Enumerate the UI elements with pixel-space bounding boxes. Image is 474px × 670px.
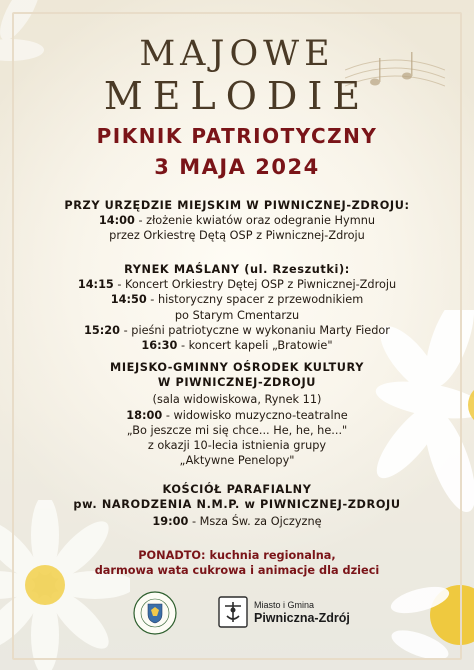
sponsor-logos bbox=[0, 590, 474, 640]
section-heading: KOŚCIÓŁ PARAFIALNY bbox=[162, 483, 312, 496]
event-line-cont: „Bo jeszcze mi się chce... He, he, he..." bbox=[126, 423, 348, 437]
town-name bbox=[254, 600, 350, 625]
event-text: - widowisko muzyczno-teatralne bbox=[162, 408, 348, 422]
section-heading: MIEJSKO-GMINNY OŚRODEK KULTURY bbox=[109, 361, 364, 374]
section-heading: PRZY URZĘDZIE MIEJSKIM W PIWNICZNEJ-ZDROJU: bbox=[64, 199, 410, 212]
section-mgok bbox=[0, 360, 474, 468]
section-heading-2: pw. NARODZENIA N.M.P. w PIWNICZNEJ-ZDROJU bbox=[73, 498, 401, 512]
section-urzad bbox=[0, 198, 474, 244]
piwniczna-coat-of-arms-icon bbox=[218, 596, 248, 628]
event-line bbox=[0, 292, 474, 307]
event-line-cont: przez Orkiestrę Dętą OSP z Piwnicznej-Zdroju bbox=[109, 229, 365, 243]
event-time: 14:50 bbox=[110, 293, 147, 307]
event-time: 19:00 bbox=[152, 515, 189, 529]
event-line bbox=[0, 408, 474, 423]
mgok-logo-icon bbox=[132, 590, 178, 636]
footer-extras bbox=[0, 548, 474, 578]
event-text: - złożenie kwiatów oraz odegranie Hymnu bbox=[134, 214, 376, 228]
event-line-cont: z okazji 10-lecia istnienia grupy bbox=[147, 439, 327, 453]
event-text: - koncert kapeli „Bratowie" bbox=[177, 339, 333, 353]
event-line bbox=[0, 338, 474, 353]
event-line bbox=[0, 277, 474, 292]
extras-label: PONADTO: bbox=[138, 549, 206, 562]
extras-text: kuchnia regionalna, bbox=[205, 549, 336, 562]
event-line-cont: „Aktywne Penelopy" bbox=[179, 454, 295, 468]
section-heading-2: W PIWNICZNEJ-ZDROJU bbox=[157, 376, 317, 390]
event-time: 18:00 bbox=[126, 408, 163, 422]
event-text: - historyczny spacer z przewodnikiem bbox=[146, 293, 364, 307]
section-heading: RYNEK MAŚLANY (ul. Rzeszutki): bbox=[124, 263, 350, 276]
title-line-2: MELODIE bbox=[103, 74, 371, 118]
section-rynek bbox=[0, 262, 474, 353]
event-text: - Koncert Orkiestry Dętej OSP z Piwnicznej-Zdroju bbox=[113, 278, 397, 292]
event-line-cont: po Starym Cmentarzu bbox=[174, 308, 300, 322]
town-line-1: Miasto i Gmina bbox=[254, 600, 315, 610]
title-line-1: MAJOWE bbox=[139, 34, 335, 74]
event-time: 15:20 bbox=[84, 323, 121, 337]
event-time: 14:15 bbox=[77, 278, 114, 292]
town-line-2: Piwniczna-Zdrój bbox=[254, 611, 350, 625]
extras-line bbox=[0, 548, 474, 563]
event-text: - pieśni patriotyczne w wykonaniu Marty Fiedor bbox=[120, 323, 390, 337]
event-text: - Msza Św. za Ojczyznę bbox=[188, 515, 322, 529]
event-time: 16:30 bbox=[141, 339, 178, 353]
event-line bbox=[0, 514, 474, 529]
extras-line-2: darmowa wata cukrowa i animacje dla dzieci bbox=[94, 564, 380, 578]
venue-note: (sala widowiskowa, Rynek 11) bbox=[152, 393, 322, 407]
event-line bbox=[0, 323, 474, 338]
event-date: 3 MAJA 2024 bbox=[154, 155, 320, 179]
subtitle: PIKNIK PATRIOTYCZNY bbox=[96, 124, 378, 148]
event-time: 14:00 bbox=[98, 214, 135, 228]
event-line bbox=[0, 213, 474, 228]
section-kosciol bbox=[0, 482, 474, 530]
